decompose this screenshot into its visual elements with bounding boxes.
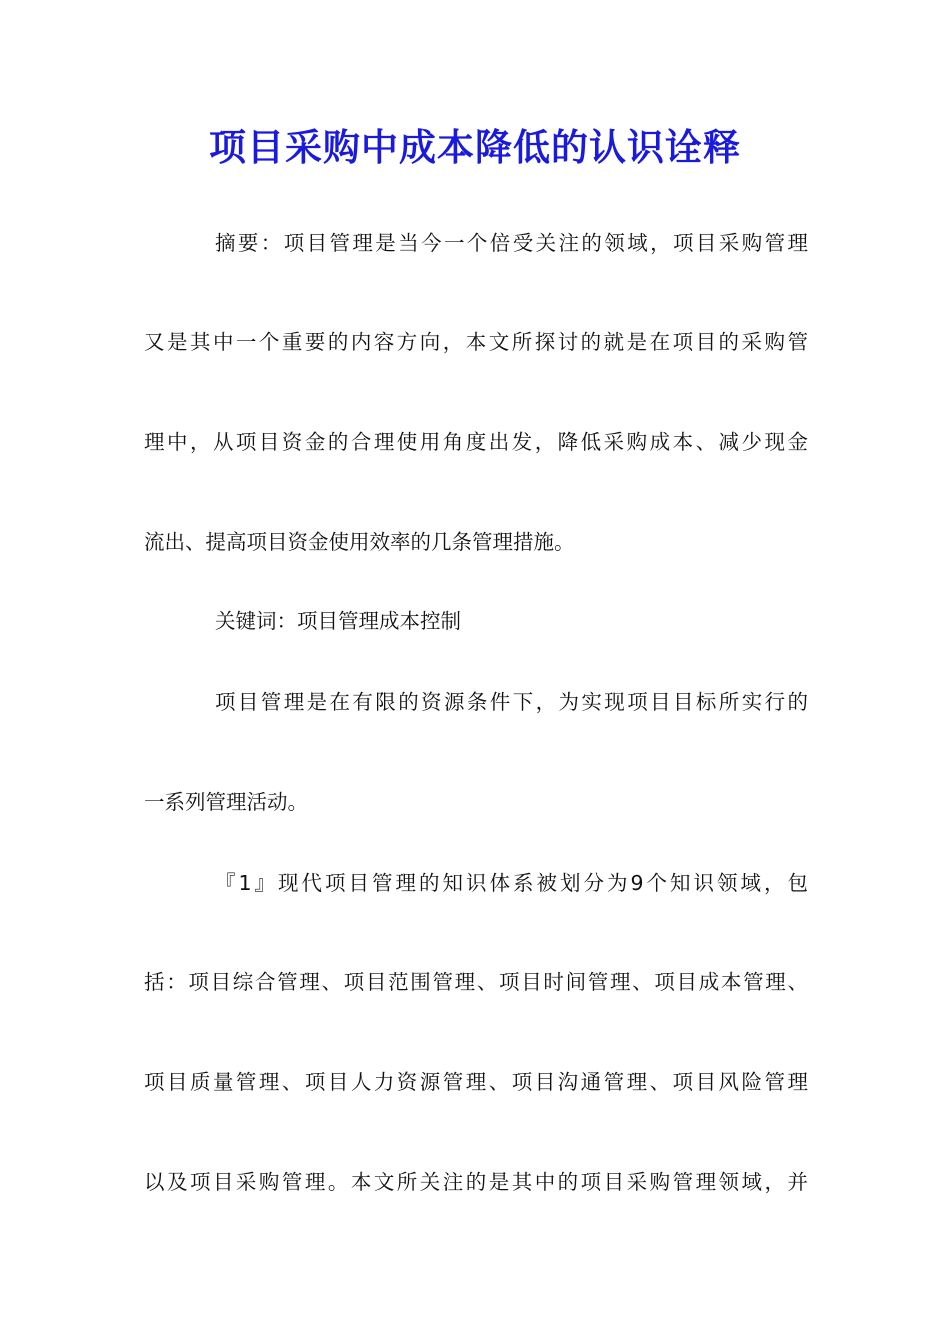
abstract-line-1: 摘要：项目管理是当今一个倍受关注的领域，项目采购管理 (215, 231, 808, 255)
keywords-line: 关键词：项目管理成本控制 (215, 609, 461, 633)
body-line-6: 以及项目采购管理。本文所关注的是其中的项目采购管理领域，并 (144, 1170, 808, 1194)
body-line-3: 『1』现代项目管理的知识体系被划分为9个知识领域，包 (215, 871, 808, 895)
document-title: 项目采购中成本降低的认识诠释 (209, 125, 741, 169)
body-line-4: 括：项目综合管理、项目范围管理、项目时间管理、项目成本管理、 (144, 970, 808, 994)
body-line-5: 项目质量管理、项目人力资源管理、项目沟通管理、项目风险管理 (144, 1070, 808, 1094)
abstract-line-4: 流出、提高项目资金使用效率的几条管理措施。 (144, 530, 575, 554)
abstract-line-3: 理中，从项目资金的合理使用角度出发，降低采购成本、减少现金 (144, 430, 808, 454)
body-line-1: 项目管理是在有限的资源条件下，为实现项目目标所实行的 (215, 690, 808, 714)
abstract-line-2: 又是其中一个重要的内容方向，本文所探讨的就是在项目的采购管 (144, 330, 808, 354)
body-line-2: 一系列管理活动。 (144, 790, 308, 814)
